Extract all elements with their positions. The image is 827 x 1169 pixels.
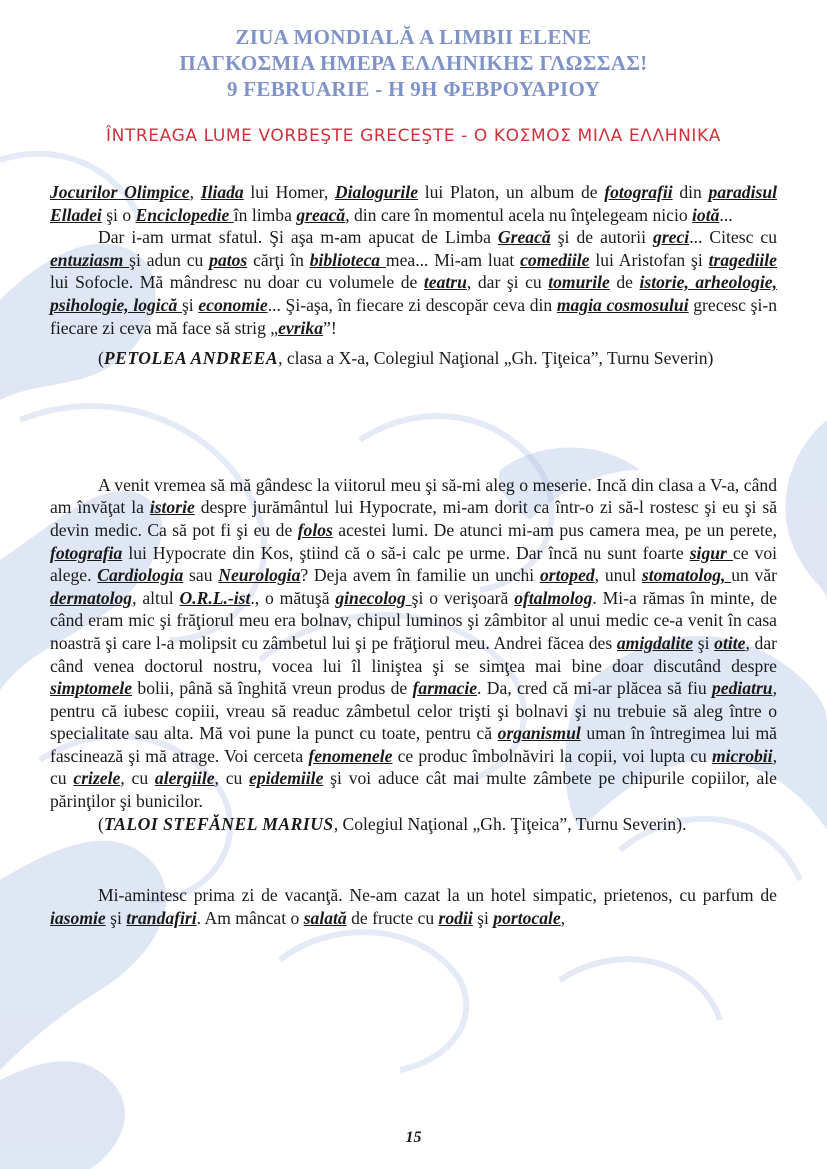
- keyword: Cardiologia: [97, 565, 184, 586]
- keyword: dermatolog: [50, 587, 133, 608]
- keyword: ortoped: [539, 565, 595, 586]
- essay2-attribution: (TALOI STEFĂNEL MARIUS, Colegiul Naţional „Gh. Ţiţeica”, Turnu Severin).: [98, 813, 687, 834]
- keyword: economie: [198, 294, 268, 315]
- keyword: Iliada: [200, 182, 244, 202]
- section-spacer: [50, 370, 777, 474]
- text-run: acestei lumi. De atunci mi-am pus camera mea, pe un perete,: [332, 519, 777, 540]
- keyword: crizele: [73, 768, 121, 789]
- text-run: lui Hypocrate din Kos, ştiind că o să-i calc pe urme. Dar încă nu sunt foarte: [122, 542, 690, 563]
- text-run: , altul: [132, 587, 180, 608]
- keyword: iasomie: [50, 907, 106, 928]
- section-spacer: [50, 835, 777, 884]
- essay1-paragraph2: [50, 226, 777, 339]
- page-header: [0, 24, 827, 102]
- text-run: şi: [105, 907, 127, 928]
- keyword: epidemiile: [249, 768, 324, 789]
- text-run: Mi-amintesc prima zi de vacanţă. Ne-am cazat la un hotel simpatic, prietenos, cu parfum de: [98, 885, 777, 906]
- text-run: ”!: [323, 317, 337, 338]
- essay1-paragraph1: [50, 181, 777, 226]
- text-run: şi o verişoară: [411, 587, 515, 608]
- header-title-romanian: ZIUA MONDIALĂ A LIMBII ELENE: [235, 25, 592, 49]
- keyword: sigur: [689, 542, 733, 563]
- text-run: cărţi în: [247, 249, 310, 270]
- author-details: , Colegiul Naţional „Gh. Ţiţeica”, Turnu Severin).: [333, 813, 687, 834]
- text-run: . Da, cred că mi-ar plăcea să fiu: [477, 678, 712, 699]
- keyword: comediile: [520, 249, 590, 270]
- text-run: . Mi-a rămas în minte, de când eram mic şi frăţiorul meu era bolnav, chipul luminos şi zâmbitor al unui medic ce-a venit în casa noastră şi care l-a molipsit cu zâmbetul lui şi pe frăţiorul meu. Andrei făcea des: [50, 587, 778, 653]
- keyword: oftalmolog: [514, 587, 593, 608]
- essay1-attribution: (PETOLEA ANDREEA, clasa a X-a, Colegiul Naţional „Gh. Ţiţeica”, Turnu Severin): [98, 348, 714, 369]
- text-run: de fructe cu: [346, 907, 439, 928]
- text-run: şi: [181, 294, 199, 315]
- keyword: paradisul Elladei: [50, 182, 777, 225]
- keyword: istorie: [149, 497, 195, 518]
- text-run: , cu: [214, 768, 250, 789]
- text-run: , dar când venea doctorul nostru, vocea lui îl liniştea şi se simţea mai bine doar discutând despre: [50, 632, 777, 676]
- keyword: magia cosmosului: [556, 294, 689, 315]
- text-run: şi voi aduce cât mai multe zâmbete pe chipurile copiilor, ale părinţilor şi bunicilor.: [50, 768, 777, 812]
- text-run: şi: [693, 632, 715, 653]
- text-run: ,: [189, 182, 201, 202]
- keyword: pediatru: [711, 678, 773, 699]
- text-run: în limba: [233, 204, 297, 225]
- header-title-greek: ΠΑΓΚΟΣΜΙΑ ΗΜΕΡΑ ΕΛΛΗΝΙΚΗΣ ΓΛΩΣΣΑΣ!: [179, 51, 648, 75]
- keyword: greci: [653, 227, 690, 248]
- text-run: un văr: [731, 565, 777, 586]
- essay3-paragraph: [50, 884, 777, 929]
- keyword: iotă: [692, 204, 720, 225]
- keyword: greacă: [296, 204, 346, 225]
- author-name: PETOLEA ANDREEA: [103, 348, 279, 369]
- keyword: ginecolog: [335, 587, 412, 608]
- keyword: farmacie: [412, 678, 478, 699]
- keyword: salată: [303, 907, 347, 928]
- text-run: şi adun cu: [129, 249, 210, 270]
- text-run: ce produc îmbolnăviri la copii, voi lupta cu: [392, 745, 712, 766]
- text-run: uman în întregimea lui mă fascinează şi mă atrage. Voi cerceta: [50, 723, 777, 766]
- section-subtitle: ÎNTREAGA LUME VORBEŞTE GRECEŞTE - Ο ΚΟΣΜΟΣ ΜΙΛΑ ΕΛΛΗΝΙΚΑ: [105, 126, 721, 146]
- text-run: din: [672, 182, 709, 202]
- text-run: ce voi alege.: [50, 542, 778, 586]
- keyword: otite: [714, 632, 746, 653]
- keyword: teatru: [423, 272, 467, 293]
- keyword: stomatolog,: [641, 565, 732, 586]
- keyword: tragediile: [708, 249, 777, 270]
- keyword: organismul: [497, 723, 581, 744]
- text-run: , dar şi cu: [466, 272, 549, 293]
- text-run: bolii, până să înghită vreun produs de: [132, 678, 413, 699]
- text-run: şi: [472, 907, 494, 928]
- keyword: evrika: [278, 317, 324, 338]
- text-run: grecesc şi-n fiecare zi ceva mă face să strig „: [50, 294, 777, 338]
- text-run: A venit vremea să mă gândesc la viitorul meu şi să-mi aleg o meserie. Incă din clasa a V-a, când am învăţat la: [50, 474, 777, 518]
- keyword: folos: [297, 519, 333, 540]
- keyword: portocale: [493, 907, 561, 928]
- author-details: , clasa a X-a, Colegiul Naţional „Gh. Ţiţeica”, Turnu Severin): [278, 348, 714, 369]
- page-number: 15: [405, 1129, 422, 1146]
- text-run: . Am mâncat o: [196, 907, 304, 928]
- keyword: microbii: [711, 745, 773, 766]
- text-run: lui Aristofan şi: [589, 249, 709, 270]
- keyword: tomurile: [548, 272, 610, 293]
- text-run: , cu: [50, 745, 777, 789]
- header-date: 9 FEBRUARIE - Η 9Η ΦΕΒΡΟΥΑΡΙΟΥ: [226, 77, 601, 101]
- text-run: şi de autorii: [550, 227, 654, 248]
- keyword: rodii: [438, 907, 473, 928]
- text-run: , cu: [120, 768, 155, 789]
- keyword: fenomenele: [308, 745, 393, 766]
- keyword: O.R.L.-ist: [179, 587, 251, 608]
- keyword: Dialogurile: [334, 182, 419, 202]
- text-run: ,: [560, 907, 566, 928]
- text-run: sau: [183, 565, 219, 586]
- keyword: amigdalite: [616, 632, 694, 653]
- text-run: despre jurământul lui Hypocrate, mi-am dorit ca într-o zi să-l rostesc şi eu şi să devin medic. Ca să pot fi şi eu de: [50, 497, 778, 540]
- keyword: Greacă: [497, 227, 551, 248]
- text-run: , din care în momentul acela nu înţelegeam nicio: [345, 204, 693, 225]
- text-run: lui Homer,: [243, 182, 335, 202]
- article-body: [50, 181, 777, 929]
- keyword: Enciclopedie: [135, 204, 234, 225]
- keyword: patos: [209, 249, 248, 270]
- keyword: fotografia: [50, 542, 123, 563]
- text-run: lui Platon, un album de: [418, 182, 605, 202]
- text-run: , pentru că iubesc copiii, vreau să readuc zâmbetul celor trişti şi bolnavi şi nu trebuie să aleg între o specialitate sau alta. Mă voi pune la punct cu toate, pentru că: [50, 678, 777, 744]
- text-run: ? Deja avem în familie un unchi: [300, 565, 540, 586]
- keyword: Jocurilor Olimpice: [50, 182, 190, 202]
- text-run: de: [609, 272, 640, 293]
- author-name: TALOI STEFĂNEL MARIUS: [103, 813, 334, 834]
- text-run: ., o mătuşă: [250, 587, 336, 608]
- keyword: simptomele: [50, 678, 133, 699]
- text-run: Dar i-am urmat sfatul. Şi aşa m-am apucat de Limba: [98, 227, 498, 248]
- text-run: mea... Mi-am luat: [385, 249, 521, 270]
- essay2-paragraph: [50, 474, 777, 813]
- keyword: alergiile: [154, 768, 215, 789]
- keyword: trandafiri: [126, 907, 197, 928]
- text-run: ... Citesc cu: [689, 227, 777, 248]
- text-run: ... Şi-aşa, în fiecare zi descopăr ceva din: [267, 294, 557, 315]
- text-run: şi o: [101, 204, 136, 225]
- keyword: entuziasm: [50, 249, 130, 270]
- keyword: istorie, arheologie, psihologie, logică: [50, 272, 778, 315]
- keyword: Neurologia: [218, 565, 301, 586]
- keyword: fotografii: [604, 182, 673, 202]
- text-run: lui Sofocle. Mă mândresc nu doar cu volumele de: [50, 272, 424, 293]
- text-run: , unul: [594, 565, 642, 586]
- keyword: biblioteca: [309, 249, 386, 270]
- text-run: ...: [719, 204, 733, 225]
